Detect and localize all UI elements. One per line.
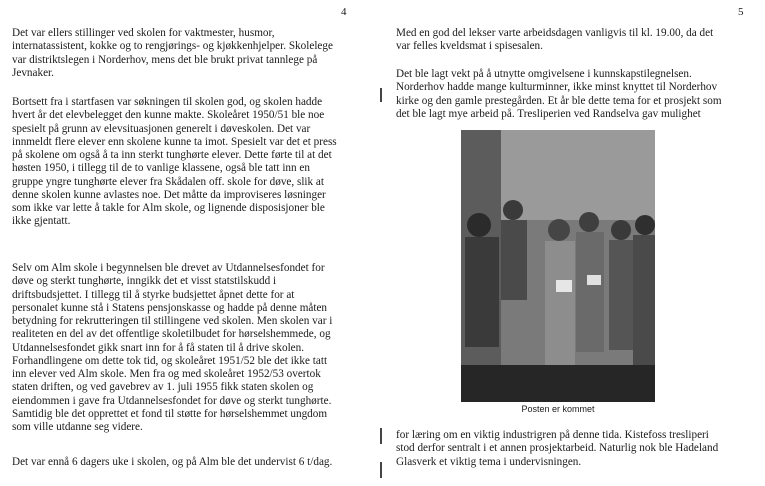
page-number: 5 xyxy=(738,6,744,18)
paragraph-text: Bortsett fra i startfasen var søkningen til skolen god, og skolen hadde hvert år det elevbelegget den kunne makte. Skoleåret 1950/51 ble noe spesielt på grunn av elevsituasjonen generelt i døveskolen. Det var innmeldt flere elever enn skolene kunne ta imot. Spesielt var det et press på skolene om også å ta inn sterkt tunghørte elever. Dette førte til at det høsten 1950, i tillegg til de to vanlige klassene, også ble tatt inn en gruppe yngre tunghørte elever fra Skådalen off. skole for døve, slik at denne skolen kunne avlastes noe. Det måtte da improviseres løsninger som ikke var lette å takle for Alm skole, og lignende disposisjoner ble ikke gjentatt. xyxy=(12,96,337,228)
paragraph-text: Med en god del lekser varte arbeidsdagen vanligvis til kl. 19.00, da det var felles kveldsmat i spisesalen. xyxy=(396,27,714,53)
paragraph xyxy=(12,27,367,80)
scan-mark xyxy=(380,428,382,444)
photo-illustration xyxy=(461,130,655,402)
left-page xyxy=(0,0,381,486)
paragraph-text: Det var ellers stillinger ved skolen for vaktmester, husmor, internatassistent, kokke og to rengjørings- og kjøkkenhjelper. Skolelege var distriktslegen i Norderhov, mens det ble brukt privat tannlege på Jevnaker. xyxy=(12,27,333,79)
paragraph xyxy=(396,68,742,121)
scan-mark xyxy=(380,88,382,102)
page-number: 4 xyxy=(341,6,347,18)
paragraph-text: Selv om Alm skole i begynnelsen ble drevet av Utdannelsesfondet for døve og sterkt tunghørte, inngikk det et visst statstilskudd i driftsbudsjettet. I tillegg til å styrke budsjettet åpnet dette for at personalet kunne stå i Statens pensjonskasse og hadde på denne måten betydning for rekrutteringen til stillingene ved skolen. Men skolen var i realiteten en del av det offentlige skoletilbudet for hørselshemmede, og Utdannelsesfondet gikk snart inn for å få staten til å drive skolen. Forhandlingene om dette tok tid, og skoleåret 1951/52 ble det ikke tatt inn elever ved Alm skole. Men fra og med skoleåret 1952/53 overtok staten driften, og ved gavebrev av 1. juli 1955 fikk staten skolen og eiendommen i gave fra Utdannelsesfondet for døve og sterkt tunghørte. Samtidig ble det opprettet et fond til støtte for hørselshemmet ungdom som ville utdanne seg videre. xyxy=(12,262,333,433)
paragraph xyxy=(396,27,742,54)
paragraph-text: Det ble lagt vekt på å utnytte omgivelsene i kunnskapstilegnelsen. Norderhov hadde mange kulturminner, ikke minst knyttet til Norderhov kirke og den gamle prestegården. Et år ble dette tema for et prosjekt som det ble lagt mye arbeid på. Tresliperien ved Randselva gav mulighet xyxy=(396,68,722,120)
paragraph xyxy=(396,429,742,469)
photo-caption: Posten er kommet xyxy=(521,404,595,414)
paragraph xyxy=(12,262,367,434)
scan-mark xyxy=(380,462,382,478)
group-photo xyxy=(461,130,655,402)
paragraph-text: Det var ennå 6 dagers uke i skolen, og på Alm ble det undervist 6 t/dag. xyxy=(12,456,333,468)
right-page xyxy=(384,0,765,486)
paragraph xyxy=(12,456,367,469)
paragraph-text: for læring om en viktig industrigren på denne tida. Kistefoss tresliperi stod derfor sentralt i et annen prosjektarbeid. Naturlig nok ble Hadeland Glasverk et viktig tema i undervisningen. xyxy=(396,429,719,468)
paragraph xyxy=(12,96,367,229)
